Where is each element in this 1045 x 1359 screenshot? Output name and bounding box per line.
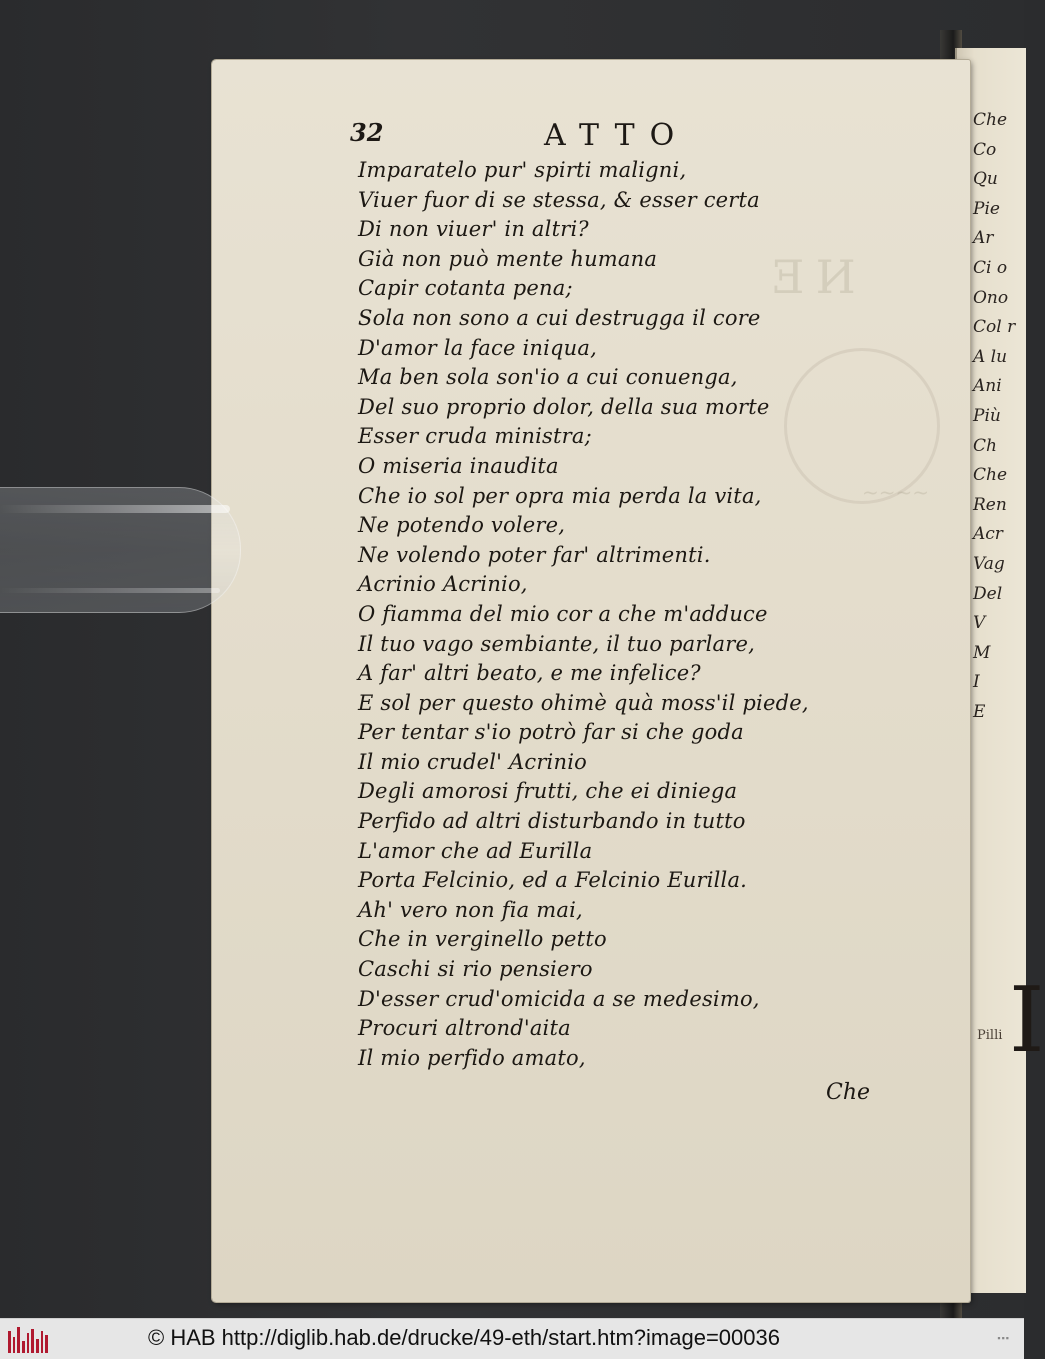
facing-page-footer-fragment: Pilli bbox=[977, 1028, 1003, 1043]
facing-page-fragment: Qu bbox=[973, 169, 998, 190]
verse-line: Che in verginello petto bbox=[358, 927, 607, 952]
verse-line: Imparatelo pur' spirti maligni, bbox=[358, 158, 687, 182]
facing-page-fragment: Ren bbox=[973, 494, 1007, 515]
page-number: 32 bbox=[350, 118, 384, 147]
facing-page-fragment: Vag bbox=[973, 554, 1005, 574]
verse-line: Per tentar s'io potrò far si che goda bbox=[358, 720, 744, 745]
verse-line: Ne potendo volere, bbox=[358, 513, 566, 538]
verse-line: Il tuo vago sembiante, il tuo parlare, bbox=[358, 631, 756, 656]
footer-bar bbox=[0, 1318, 1024, 1359]
verse-line: Procuri altrond'aita bbox=[358, 1016, 571, 1041]
footer-mark: ▪▪▪ bbox=[997, 1333, 1010, 1343]
facing-page-fragment: Del bbox=[973, 583, 1003, 604]
facing-page-fragment: Col r bbox=[973, 317, 1016, 338]
verse-line: Già non può mente humana bbox=[358, 246, 658, 271]
verse-line: Il mio crudel' Acrinio bbox=[358, 749, 587, 774]
verse-line: D'amor la face iniqua, bbox=[358, 335, 597, 360]
show-through-heading: ƎИ bbox=[772, 250, 866, 304]
facing-page-fragment: Ar bbox=[973, 228, 994, 249]
footer-copyright-link[interactable]: © HAB http://diglib.hab.de/drucke/49-eth/start.htm?image=00036 bbox=[148, 1325, 780, 1350]
verse-line: Del suo proprio dolor, della sua morte bbox=[358, 394, 770, 419]
verse-line: Che io sol per opra mia perda la vita, bbox=[358, 483, 762, 508]
verse-line: Caschi si rio pensiero bbox=[358, 957, 593, 982]
verse-line: Perfido ad altri disturbando in tutto bbox=[358, 809, 746, 834]
facing-page-fragment: Che bbox=[973, 110, 1008, 130]
facing-page-fragment: Ono bbox=[973, 287, 1009, 308]
verse-line: Ah' vero non fia mai, bbox=[358, 897, 583, 922]
facing-page-fragment: Ani bbox=[973, 376, 1002, 397]
facing-page-fragment: Ch bbox=[973, 435, 997, 456]
verse-line: Di non viuer' in altri? bbox=[358, 217, 589, 242]
glass-highlight bbox=[0, 505, 230, 513]
verse-line: A far' altri beato, e me infelice? bbox=[358, 661, 701, 686]
verse-line: Porta Felcinio, ed a Felcinio Eurilla. bbox=[358, 868, 748, 893]
facing-page-fragment: M bbox=[973, 642, 991, 663]
show-through-text: ~~~~ bbox=[862, 480, 930, 504]
catchword: Che bbox=[826, 1080, 871, 1105]
verse-line: L'amor che ad Eurilla bbox=[358, 838, 593, 863]
facing-page-initial: I bbox=[1009, 968, 1045, 1073]
verse-line: Esser cruda ministra; bbox=[358, 424, 592, 449]
facing-page-fragment: Più bbox=[973, 406, 1001, 426]
verse-line: E sol per questo ohimè quà moss'il piede, bbox=[358, 690, 809, 715]
glass-highlight-lower bbox=[0, 588, 220, 593]
verse-line: Sola non sono a cui destrugga il core bbox=[358, 305, 761, 330]
facing-page-fragment: I bbox=[973, 672, 980, 693]
verse-line: Ma ben sola son'io a cui conuenga, bbox=[358, 365, 738, 390]
facing-page-fragment: A lu bbox=[973, 346, 1008, 367]
facing-page-fragment: V bbox=[973, 613, 986, 634]
verse-line: Ne volendo poter far' altrimenti. bbox=[358, 542, 711, 567]
verse-line: Il mio perfido amato, bbox=[358, 1045, 586, 1070]
page-header bbox=[350, 118, 870, 158]
verse-line: Acrinio Acrinio, bbox=[358, 572, 528, 597]
verse-line: Degli amorosi frutti, che ei diniega bbox=[358, 779, 738, 804]
facing-page-fragment: E bbox=[973, 702, 986, 722]
verse-line: Viuer fuor di se stessa, & esser certa bbox=[358, 187, 760, 212]
facing-page-fragment: Acr bbox=[973, 524, 1003, 545]
facing-page-fragment: Che bbox=[973, 465, 1008, 486]
hab-logo-icon bbox=[8, 1325, 48, 1353]
facing-page-fragment: Pie bbox=[973, 198, 1000, 219]
running-head: ATTO bbox=[544, 118, 690, 153]
book-page bbox=[212, 60, 970, 1302]
verse-text bbox=[358, 156, 809, 1073]
facing-page-fragment: Co bbox=[973, 139, 997, 160]
verse-line: Capir cotanta pena; bbox=[358, 276, 573, 301]
facing-page-fragment: Ci o bbox=[973, 258, 1008, 278]
verse-line: D'esser crud'omicida a se medesimo, bbox=[358, 986, 760, 1011]
verse-line: O miseria inaudita bbox=[358, 453, 559, 478]
verse-line: O fiamma del mio cor a che m'adduce bbox=[358, 601, 768, 626]
